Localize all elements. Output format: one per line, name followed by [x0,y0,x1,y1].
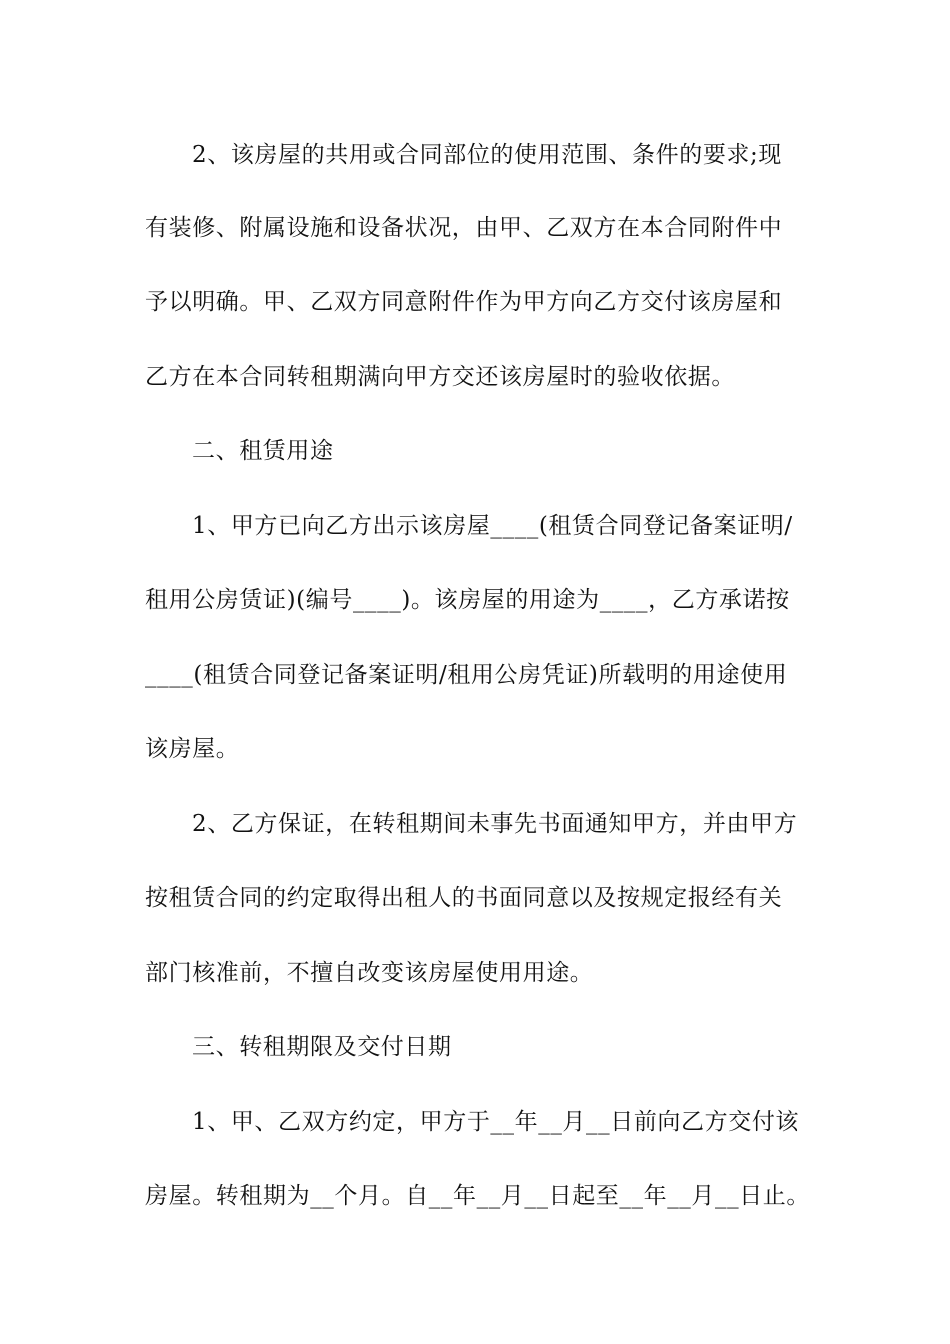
usage-paragraph-2-line-3: 部门核准前，不擅自改变该房屋使用用途。 [145,960,594,986]
usage-paragraph-2-line-1: 2、乙方保证，在转租期间未事先书面通知甲方，并由甲方 [192,811,798,837]
term-paragraph-1-line-1: 1、甲、乙双方约定，甲方于__年__月__日前向乙方交付该 [192,1109,800,1135]
section-heading-usage: 二、租赁用途 [192,438,334,464]
paragraph-2-line-4: 乙方在本合同转租期满向甲方交还该房屋时的验收依据。 [145,364,735,390]
usage-paragraph-1-line-1: 1、甲方已向乙方出示该房屋____(租赁合同登记备案证明/ [192,513,793,539]
paragraph-2-line-2: 有装修、附属设施和设备状况，由甲、乙双方在本合同附件中 [145,215,783,241]
paragraph-2-line-3: 予以明确。甲、乙双方同意附件作为甲方向乙方交付该房屋和 [145,289,783,315]
section-heading-term: 三、转租期限及交付日期 [192,1034,452,1060]
paragraph-2-line-1: 2、该房屋的共用或合同部位的使用范围、条件的要求;现 [192,142,782,168]
usage-paragraph-1-line-4: 该房屋。 [145,736,240,762]
usage-paragraph-2-line-2: 按租赁合同的约定取得出租人的书面同意以及按规定报经有关 [145,885,783,911]
usage-paragraph-1-line-3: ____(租赁合同登记备案证明/租用公房凭证)所载明的用途使用 [145,662,788,688]
term-paragraph-1-line-2: 房屋。转租期为__个月。自__年__月__日起至__年__月__日止。 [145,1183,810,1209]
usage-paragraph-1-line-2: 租用公房赁证)(编号____)。该房屋的用途为____，乙方承诺按 [145,587,790,613]
